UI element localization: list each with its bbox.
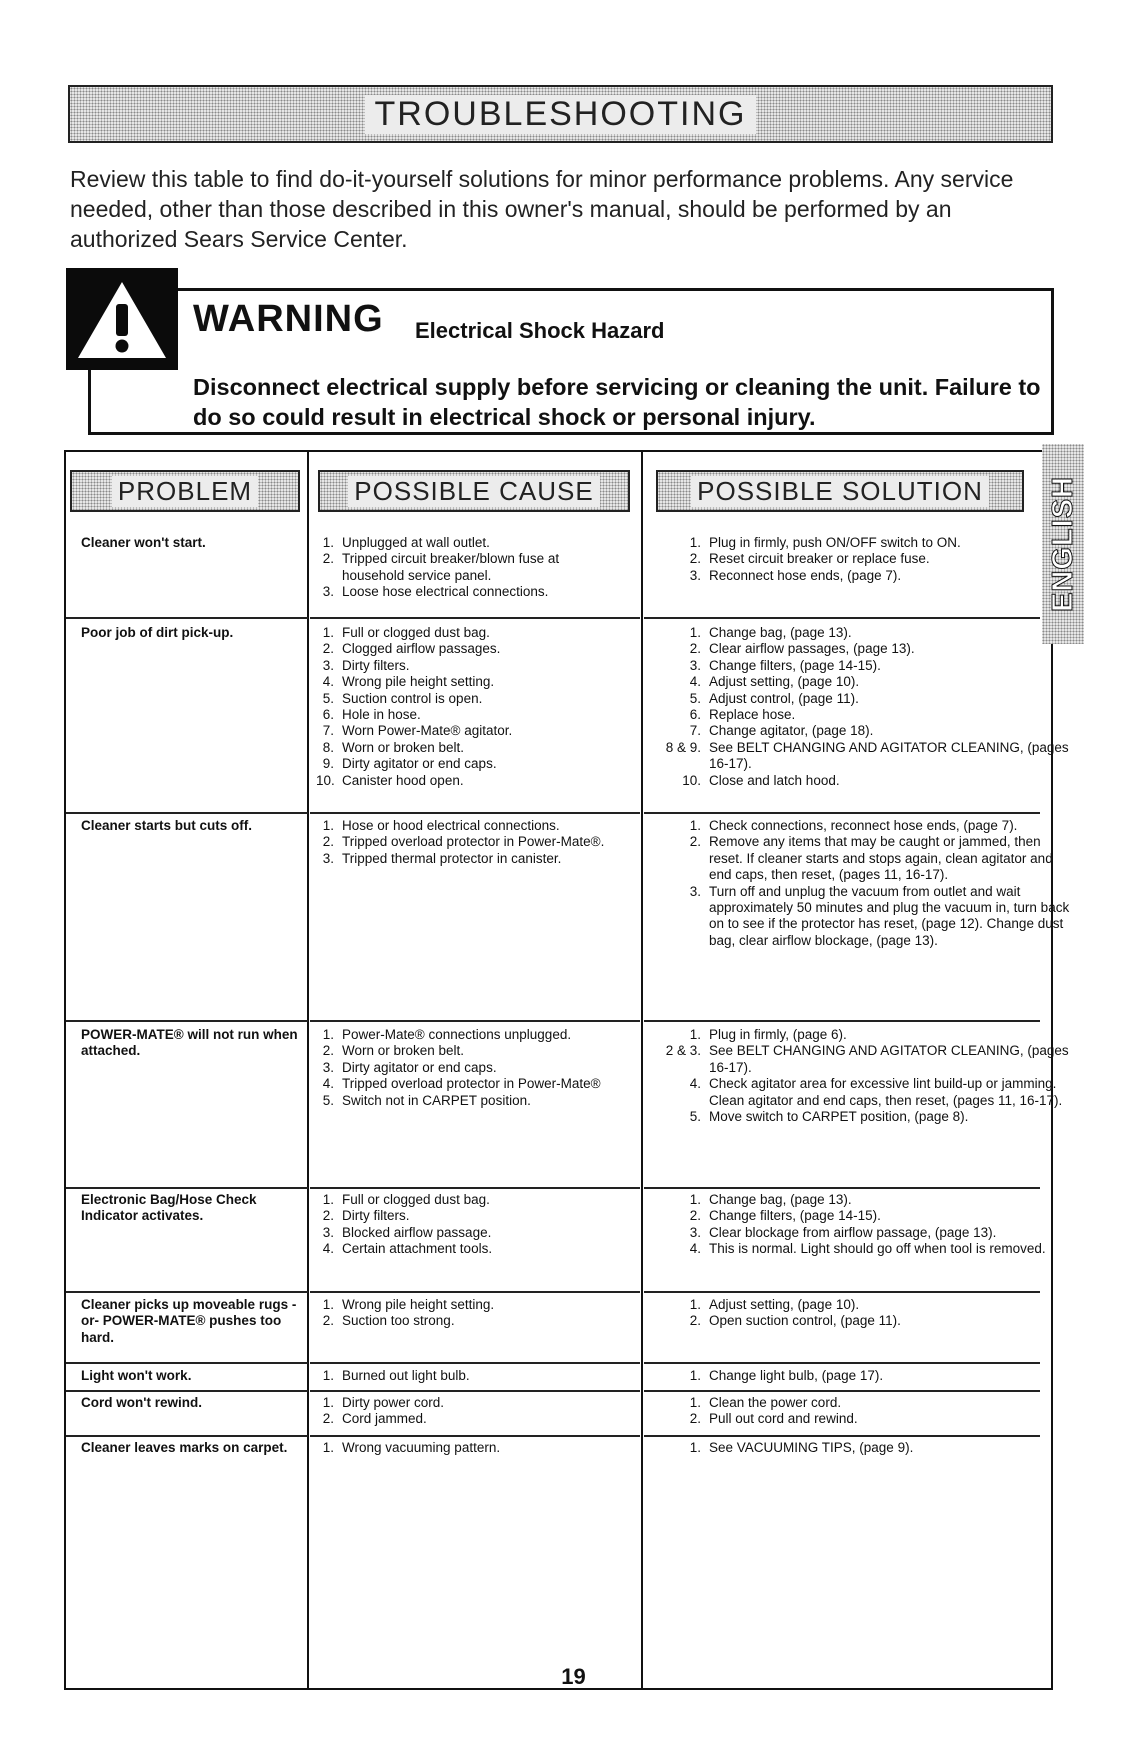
column-divider <box>641 450 643 1690</box>
solution-item <box>651 1313 1071 1329</box>
cause-item <box>316 1043 616 1059</box>
solution-text: Adjust setting, (page 10). <box>709 1297 860 1312</box>
solution-item <box>651 884 1071 950</box>
cause-item <box>316 551 616 584</box>
cause-number: 2. <box>322 834 334 850</box>
cause-item <box>316 1192 616 1208</box>
solution-text: Check connections, reconnect hose ends, (page 7). <box>709 818 1018 833</box>
cause-text: Suction too strong. <box>342 1313 455 1329</box>
cause-number: 1. <box>322 1368 334 1383</box>
cause-item <box>316 818 616 834</box>
solution-cell <box>651 1027 1071 1125</box>
solution-number: 5. <box>689 1109 701 1125</box>
solution-item <box>651 1241 1071 1257</box>
solution-number: 10. <box>682 772 701 788</box>
solution-number: 4. <box>689 1241 701 1257</box>
solution-number: 1. <box>689 1395 701 1410</box>
solution-item <box>651 1225 1071 1241</box>
cause-cell <box>316 1368 616 1384</box>
cause-item <box>316 1027 616 1043</box>
cause-number: 1. <box>322 1297 334 1312</box>
cause-number: 2. <box>322 1411 334 1427</box>
cause-text: Tripped overload protector in Power-Mate®. <box>342 834 605 850</box>
cause-item <box>316 674 616 690</box>
cause-item <box>316 584 616 600</box>
cause-number: 1. <box>322 1192 334 1207</box>
header-problem <box>70 470 300 512</box>
cause-item <box>316 707 616 723</box>
row-divider <box>310 1362 640 1364</box>
header-problem-label: PROBLEM <box>112 476 258 507</box>
row-divider <box>66 1187 308 1189</box>
solution-text: Clean the power cord. <box>709 1395 842 1410</box>
cause-number: 1. <box>322 535 334 550</box>
row-divider <box>310 812 640 814</box>
solution-item <box>651 818 1071 834</box>
cause-text: Hose or hood electrical connections. <box>342 818 560 833</box>
cause-number: 5. <box>322 1092 334 1108</box>
cause-number: 3. <box>322 657 334 673</box>
solution-cell <box>651 625 1071 789</box>
problem-cell: Cleaner starts but cuts off. <box>81 818 253 833</box>
warning-triangle-icon <box>76 280 168 360</box>
solution-item <box>651 740 1071 773</box>
page-number: 19 <box>561 1664 586 1689</box>
solution-item <box>651 1027 1071 1043</box>
row-divider <box>644 1020 1040 1022</box>
row-divider <box>644 1187 1040 1189</box>
cause-item <box>316 1060 616 1076</box>
solution-number: 1. <box>689 535 701 550</box>
cause-item <box>316 1093 616 1109</box>
cause-number: 9. <box>322 756 334 772</box>
cause-cell <box>316 535 616 601</box>
solution-text: Plug in firmly, push ON/OFF switch to ON. <box>709 535 961 550</box>
header-cause-label: POSSIBLE CAUSE <box>348 476 599 507</box>
cause-cell <box>316 1027 616 1109</box>
solution-item <box>651 1109 1071 1125</box>
cause-text: Worn Power-Mate® agitator. <box>342 723 513 739</box>
cause-number: 6. <box>322 707 334 723</box>
cause-item <box>316 756 616 772</box>
solution-number: 1. <box>689 1368 701 1383</box>
cause-text: Full or clogged dust bag. <box>342 1192 490 1207</box>
solution-item <box>651 568 1071 584</box>
row-divider <box>66 1362 308 1364</box>
problem-cell: Light won't work. <box>81 1368 192 1383</box>
solution-text: Change light bulb, (page 17). <box>709 1368 884 1383</box>
problem-cell: POWER-MATE® will not run when attached. <box>81 1027 298 1059</box>
solution-number: 4. <box>689 1076 701 1092</box>
cause-text: Burned out light bulb. <box>342 1368 470 1383</box>
cause-item <box>316 691 616 707</box>
cause-item <box>316 1076 616 1092</box>
problem-cell: Cord won't rewind. <box>81 1395 202 1410</box>
cause-text: Blocked airflow passage. <box>342 1224 492 1240</box>
page-title: TROUBLESHOOTING <box>365 95 757 134</box>
cause-cell <box>316 1395 616 1428</box>
row-divider <box>66 812 308 814</box>
cause-text: Clogged airflow passages. <box>342 641 501 657</box>
cause-text: Dirty agitator or end caps. <box>342 1059 497 1075</box>
solution-item <box>651 658 1071 674</box>
row-divider <box>310 1390 640 1392</box>
warning-text: Disconnect electrical supply before servicing or cleaning the unit. Failure to do so could result in electrical shock or personal injury. <box>193 374 1041 430</box>
solution-item <box>651 674 1071 690</box>
solution-item <box>651 1076 1071 1109</box>
cause-item <box>316 535 616 551</box>
cause-item <box>316 1440 616 1456</box>
cause-number: 3. <box>322 1059 334 1075</box>
cause-number: 1. <box>322 625 334 640</box>
cause-cell <box>316 1440 616 1456</box>
cause-item <box>316 1297 616 1313</box>
cause-item <box>316 851 616 867</box>
row-divider <box>66 1435 308 1437</box>
cause-item <box>316 723 616 739</box>
solution-number: 1. <box>689 818 701 833</box>
solution-text: Adjust control, (page 11). <box>709 690 859 706</box>
solution-number: 3. <box>689 1224 701 1240</box>
row-divider <box>310 617 640 619</box>
solution-number: 2. <box>689 641 701 657</box>
problem-cell: Poor job of dirt pick-up. <box>81 625 234 640</box>
cause-item <box>316 1241 616 1257</box>
solution-text: Adjust setting, (page 10). <box>709 674 860 690</box>
cause-item <box>316 1411 616 1427</box>
row-divider <box>66 1390 308 1392</box>
solution-number: 6. <box>689 707 701 723</box>
solution-cell <box>651 535 1071 584</box>
solution-number: 1. <box>689 1297 701 1312</box>
solution-text: Pull out cord and rewind. <box>709 1411 858 1427</box>
cause-number: 10. <box>316 772 335 788</box>
cause-item <box>316 1225 616 1241</box>
solution-number: 3. <box>689 567 701 583</box>
cause-number: 1. <box>322 1395 334 1410</box>
cause-number: 7. <box>322 723 334 739</box>
cause-text: Canister hood open. <box>342 772 464 788</box>
solution-cell <box>651 1440 1071 1456</box>
solution-number: 2. <box>689 1313 701 1329</box>
cause-text: Certain attachment tools. <box>342 1241 493 1257</box>
cause-text: Tripped thermal protector in canister. <box>342 850 562 866</box>
warning-icon-block <box>66 268 178 370</box>
problem-cell: Cleaner won't start. <box>81 535 206 550</box>
solution-number: 1. <box>689 1440 701 1455</box>
solution-number: 2 & 3. <box>665 1043 701 1059</box>
solution-text: See BELT CHANGING AND AGITATOR CLEANING, (pages 16-17). <box>709 739 1069 772</box>
language-tab-label: ENGLISH <box>1046 476 1079 612</box>
row-divider <box>644 1362 1040 1364</box>
solution-item <box>651 1192 1071 1208</box>
cause-text: Dirty filters. <box>342 1208 410 1224</box>
cause-number: 5. <box>322 690 334 706</box>
solution-item <box>651 773 1071 789</box>
solution-number: 1. <box>689 1192 701 1207</box>
solution-text: See BELT CHANGING AND AGITATOR CLEANING, (pages 16-17). <box>709 1043 1069 1075</box>
solution-item <box>651 625 1071 641</box>
cause-cell <box>316 1192 616 1258</box>
cause-number: 8. <box>322 739 334 755</box>
row-divider <box>310 1435 640 1437</box>
cause-cell <box>316 625 616 789</box>
cause-text: Power-Mate® connections unplugged. <box>342 1027 572 1042</box>
solution-item <box>651 1440 1071 1456</box>
header-solution <box>656 470 1024 512</box>
solution-text: See VACUUMING TIPS, (page 9). <box>709 1440 914 1455</box>
solution-cell <box>651 1297 1071 1330</box>
solution-text: Close and latch hood. <box>709 772 840 788</box>
cause-text: Dirty filters. <box>342 657 410 673</box>
cause-text: Switch not in CARPET position. <box>342 1092 531 1108</box>
row-divider <box>644 1291 1040 1293</box>
cause-item <box>316 834 616 850</box>
header-cause <box>318 470 630 512</box>
solution-item <box>651 691 1071 707</box>
cause-item <box>316 658 616 674</box>
solution-text: Check agitator area for excessive lint build-up or jamming. Clean agitator and end caps, then reset, (pages 11, 16-17). <box>709 1076 1063 1108</box>
solution-number: 8 & 9. <box>665 739 701 755</box>
cause-number: 3. <box>322 584 334 600</box>
cause-text: Unplugged at wall outlet. <box>342 535 490 550</box>
solution-text: Turn off and unplug the vacuum from outlet and wait approximately 50 minutes and plug the vacuum in, turn back on to see if the protector has reset, (page 12). Change dust bag, clear airflow blockage, (page 13). <box>709 883 1070 948</box>
solution-number: 7. <box>689 723 701 739</box>
solution-text: Change agitator, (page 18). <box>709 723 874 739</box>
solution-cell <box>651 1368 1071 1384</box>
solution-text: This is normal. Light should go off when tool is removed. <box>709 1241 1046 1257</box>
solution-cell <box>651 1192 1071 1258</box>
cause-item <box>316 773 616 789</box>
solution-number: 1. <box>689 625 701 640</box>
row-divider <box>66 617 308 619</box>
row-divider <box>310 1020 640 1022</box>
cause-item <box>316 740 616 756</box>
solution-number: 5. <box>689 690 701 706</box>
cause-number: 2. <box>322 551 334 567</box>
solution-item <box>651 834 1071 883</box>
cause-number: 2. <box>322 641 334 657</box>
cause-text: Wrong vacuuming pattern. <box>342 1440 501 1455</box>
cause-number: 2. <box>322 1043 334 1059</box>
solution-text: Open suction control, (page 11). <box>709 1313 901 1329</box>
cause-number: 4. <box>322 1241 334 1257</box>
cause-text: Suction control is open. <box>342 690 483 706</box>
title-bar <box>68 85 1053 143</box>
cause-text: Cord jammed. <box>342 1411 427 1427</box>
row-divider <box>66 1020 308 1022</box>
problem-cell: Cleaner picks up moveable rugs -or- POWER-MATE® pushes too hard. <box>81 1297 297 1345</box>
cause-number: 4. <box>322 1076 334 1092</box>
solution-text: Clear airflow passages, (page 13). <box>709 641 915 657</box>
row-divider <box>310 1291 640 1293</box>
row-divider <box>644 1390 1040 1392</box>
row-divider <box>310 1187 640 1189</box>
row-divider <box>66 1291 308 1293</box>
cause-cell <box>316 818 616 867</box>
warning-title: WARNING <box>193 298 384 340</box>
solution-item <box>651 723 1071 739</box>
solution-item <box>651 1208 1071 1224</box>
cause-number: 1. <box>322 818 334 833</box>
cause-text: Worn or broken belt. <box>342 1043 465 1059</box>
solution-text: Replace hose. <box>709 707 796 723</box>
solution-number: 1. <box>689 1027 701 1042</box>
solution-number: 4. <box>689 674 701 690</box>
cause-number: 3. <box>322 850 334 866</box>
solution-text: Change filters, (page 14-15). <box>709 657 881 673</box>
cause-number: 2. <box>322 1313 334 1329</box>
solution-cell <box>651 1395 1071 1428</box>
cause-text: Dirty power cord. <box>342 1395 445 1410</box>
solution-number: 3. <box>689 657 701 673</box>
solution-item <box>651 535 1071 551</box>
solution-cell <box>651 818 1071 949</box>
solution-item <box>651 1043 1071 1076</box>
solution-text: Reset circuit breaker or replace fuse. <box>709 551 930 567</box>
solution-text: Remove any items that may be caught or jammed, then reset. If cleaner starts and stops again, clean agitator and end caps, then reset, (pages 11, 16-17). <box>709 834 1053 883</box>
cause-text: Worn or broken belt. <box>342 739 465 755</box>
solution-item <box>651 1395 1071 1411</box>
cause-item <box>316 625 616 641</box>
cause-text: Wrong pile height setting. <box>342 674 495 690</box>
solution-item <box>651 1368 1071 1384</box>
cause-item <box>316 1395 616 1411</box>
cause-text: Hole in hose. <box>342 707 421 723</box>
row-divider <box>644 1435 1040 1437</box>
solution-number: 2. <box>689 1411 701 1427</box>
cause-number: 3. <box>322 1224 334 1240</box>
solution-item <box>651 1297 1071 1313</box>
solution-number: 2. <box>689 1208 701 1224</box>
intro-paragraph: Review this table to find do-it-yourself solutions for minor performance problems. Any service needed, other than those described in this owner's manual, should be performed by an authorized Sears Service Center. <box>70 166 1014 252</box>
cause-number: 2. <box>322 1208 334 1224</box>
solution-text: Clear blockage from airflow passage, (page 13). <box>709 1224 997 1240</box>
solution-item <box>651 551 1071 567</box>
problem-cell: Cleaner leaves marks on carpet. <box>81 1440 288 1455</box>
cause-cell <box>316 1297 616 1330</box>
cause-item <box>316 641 616 657</box>
cause-text: Tripped circuit breaker/blown fuse at household service panel. <box>342 551 560 583</box>
cause-text: Wrong pile height setting. <box>342 1297 495 1312</box>
solution-number: 2. <box>689 551 701 567</box>
cause-number: 1. <box>322 1027 334 1042</box>
solution-item <box>651 641 1071 657</box>
solution-number: 2. <box>689 834 701 850</box>
warning-subtitle: Electrical Shock Hazard <box>415 318 665 343</box>
solution-text: Plug in firmly, (page 6). <box>709 1027 847 1042</box>
cause-item <box>316 1368 616 1384</box>
solution-text: Reconnect hose ends, (page 7). <box>709 567 902 583</box>
solution-text: Change bag, (page 13). <box>709 1192 852 1207</box>
cause-item <box>316 1313 616 1329</box>
cause-text: Full or clogged dust bag. <box>342 625 490 640</box>
cause-item <box>316 1208 616 1224</box>
cause-text: Tripped overload protector in Power-Mate® <box>342 1076 601 1092</box>
solution-text: Change bag, (page 13). <box>709 625 852 640</box>
header-solution-label: POSSIBLE SOLUTION <box>691 476 989 507</box>
solution-text: Change filters, (page 14-15). <box>709 1208 881 1224</box>
problem-cell: Electronic Bag/Hose Check Indicator activates. <box>81 1192 257 1224</box>
row-divider <box>644 617 1040 619</box>
cause-number: 1. <box>322 1440 334 1455</box>
solution-number: 3. <box>689 883 701 899</box>
solution-item <box>651 707 1071 723</box>
solution-text: Move switch to CARPET position, (page 8). <box>709 1109 969 1125</box>
cause-text: Loose hose electrical connections. <box>342 584 549 600</box>
row-divider <box>644 812 1040 814</box>
cause-text: Dirty agitator or end caps. <box>342 756 497 772</box>
cause-number: 4. <box>322 674 334 690</box>
solution-item <box>651 1411 1071 1427</box>
